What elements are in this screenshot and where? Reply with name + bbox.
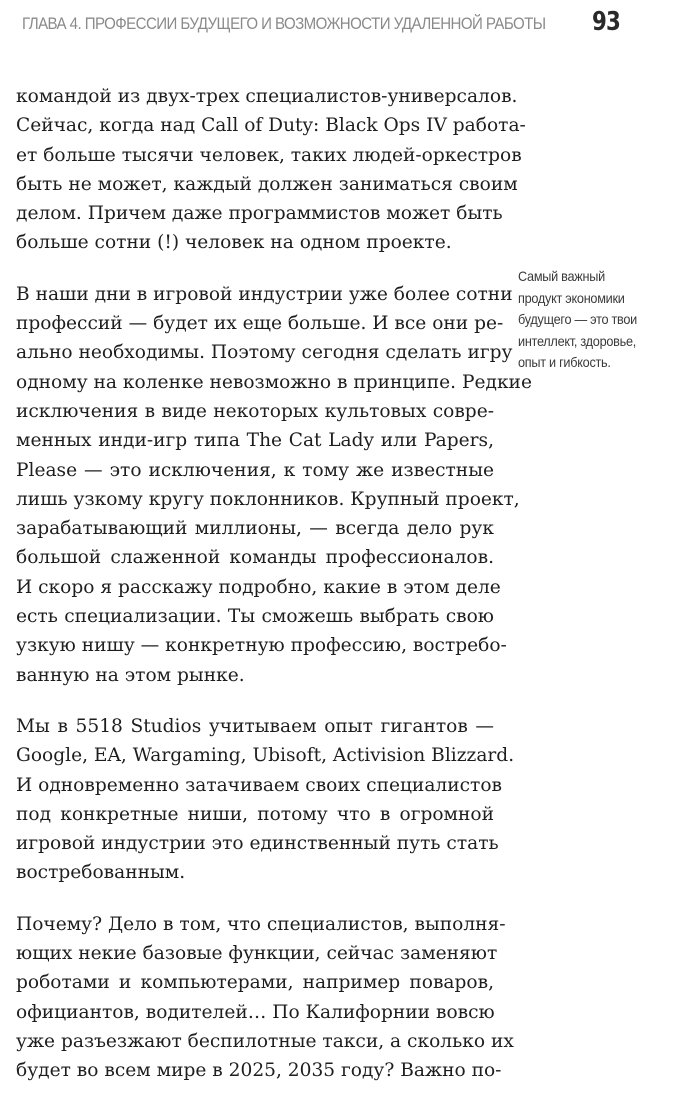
text-line: командой из двух-трех специалистов-универсалов. — [16, 86, 518, 107]
text-line: Почему? Дело в том, что специалистов, выполня- — [16, 913, 506, 935]
text-line: исключения в виде некоторых культовых совре- — [16, 400, 494, 422]
text-line: быть не может, каждый должен заниматься своим — [16, 173, 518, 195]
text-line: И одновременно затачиваем своих специалистов — [16, 774, 502, 796]
paragraph — [16, 82, 526, 258]
text-line: официантов, водителей… По Калифорнии вовсю — [16, 1001, 495, 1023]
text-line: Сейчас, когда над Call of Duty: Black Ops IV работа- — [16, 115, 526, 137]
running-header: ГЛАВА 4. ПРОФЕССИИ БУДУЩЕГО И ВОЗМОЖНОСТИ УДАЛЕННОЙ РАБОТЫ — [22, 15, 546, 33]
text-line: больше сотни (!) человек на одном проекте. — [16, 232, 452, 254]
sidenote-line: будущего — это твои — [518, 312, 637, 328]
text-line: Please — это исключения, к тому же известные — [16, 459, 494, 481]
text-line: одному на коленке невозможно в принципе. Редкие — [16, 371, 532, 393]
text-line: игровой индустрии это единственный путь стать — [16, 833, 499, 855]
text-line: ально необходимы. Поэтому сегодня сделать игру — [16, 342, 513, 364]
text-line: уже разъезжают беспилотные такси, а сколько их — [16, 1030, 514, 1052]
text-line: В наши дни в игровой индустрии уже более сотни — [16, 283, 513, 305]
text-line: делом. Причем даже программистов может быть — [16, 203, 503, 225]
text-line: менных инди-игр типа The Cat Lady или Papers, — [16, 430, 494, 452]
text-line: лишь узкому кругу поклонников. Крупный проект, — [16, 488, 520, 510]
paragraph — [16, 910, 514, 1086]
page-number: 93 — [592, 7, 621, 37]
text-line: большой слаженной команды профессионалов. — [16, 547, 494, 569]
paragraph — [16, 712, 515, 888]
text-line: профессий — будет их еще больше. И все они ре- — [16, 313, 504, 335]
sidenote-line: опыт и гибкость. — [518, 355, 611, 371]
text-line: Мы в 5518 Studios учитываем опыт гигантов — — [16, 715, 494, 737]
paragraph — [16, 280, 532, 690]
text-line: Google, EA, Wargaming, Ubisoft, Activision Blizzard. — [16, 745, 515, 767]
sidenote-line: Самый важный — [518, 269, 605, 284]
text-line: зарабатывающий миллионы, — всегда дело рук — [16, 518, 494, 540]
text-line: И скоро я расскажу подробно, какие в этом деле — [16, 576, 501, 598]
text-line: ет больше тысячи человек, таких людей-оркестров — [16, 144, 522, 166]
main-text-column — [16, 82, 532, 1108]
margin-sidenote — [518, 266, 674, 374]
sidenote-line: продукт экономики — [518, 290, 625, 306]
text-line: роботами и компьютерами, например поваров, — [16, 972, 494, 994]
text-line: есть специализации. Ты сможешь выбрать свою — [16, 606, 494, 628]
text-line: будет во всем мире в 2025, 2035 году? Важно по- — [16, 1060, 502, 1082]
text-line: под конкретные ниши, потому что в огромной — [16, 803, 494, 825]
text-line: узкую нишу — конкретную профессию, востребо- — [16, 635, 507, 657]
sidenote-line: интеллект, здоровье, — [518, 333, 636, 349]
text-line: ющих некие базовые функции, сейчас заменяют — [16, 943, 498, 965]
text-line: востребованным. — [16, 862, 186, 884]
text-line: ванную на этом рынке. — [16, 664, 245, 686]
